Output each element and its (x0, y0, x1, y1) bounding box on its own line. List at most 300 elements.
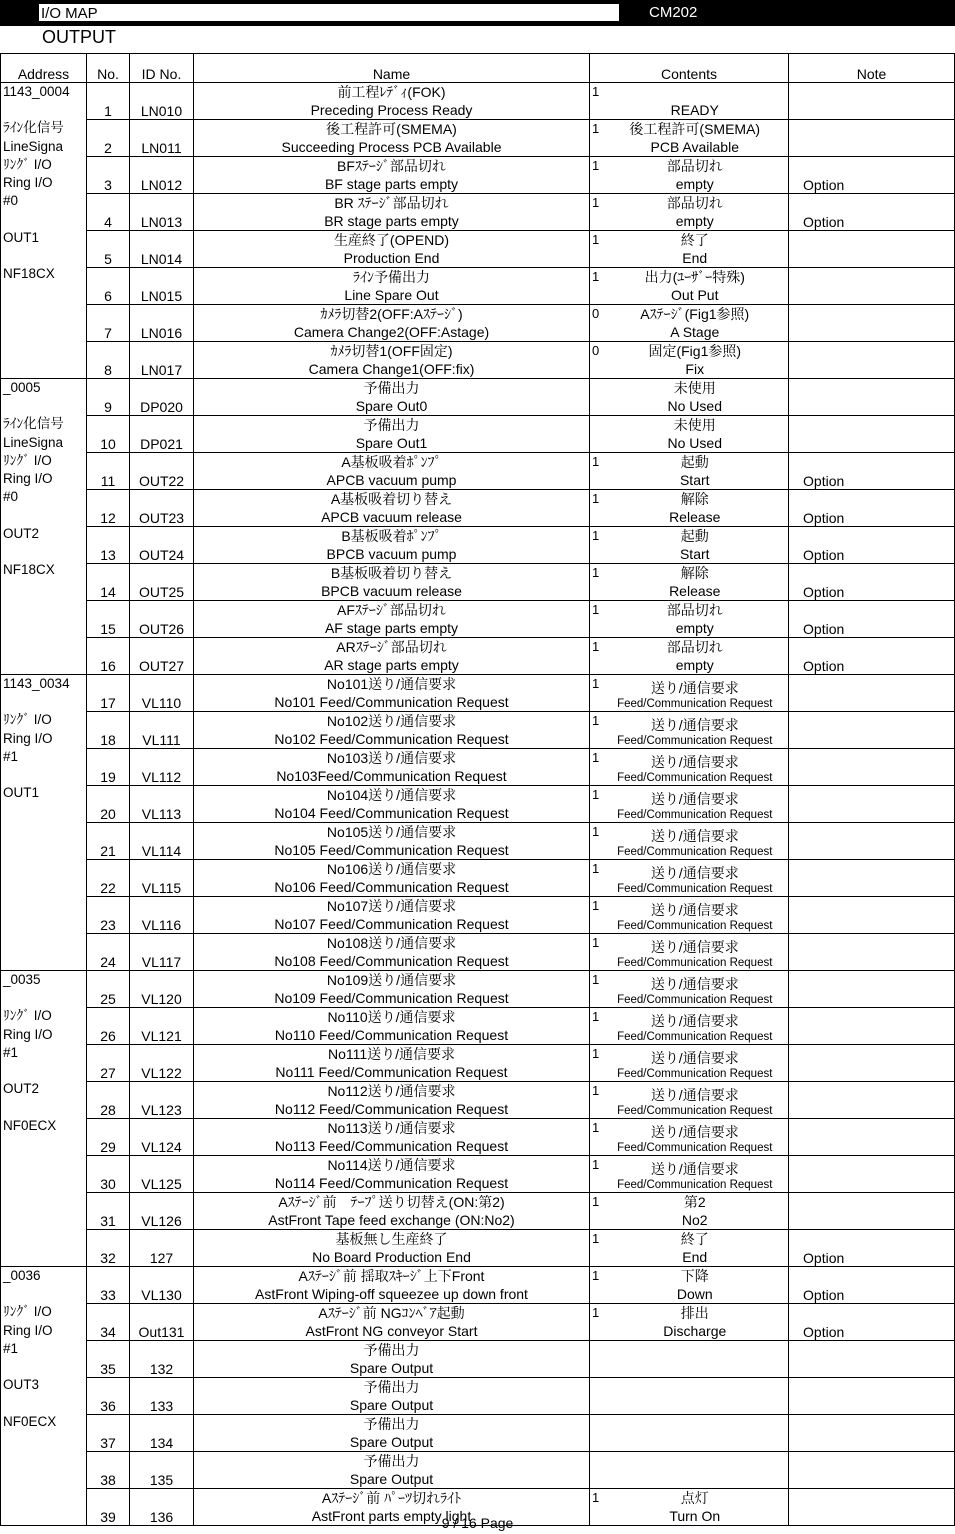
note-cell (789, 712, 955, 749)
no-cell: 10 (87, 416, 130, 453)
name-japanese: No108送り/通信要求 (326, 935, 457, 951)
model-code: CM202 (649, 4, 698, 21)
id-cell: VL112 (130, 749, 194, 786)
no-cell: 16 (87, 638, 130, 675)
id-cell: LN010 (130, 83, 194, 120)
no-cell: 8 (87, 342, 130, 379)
name-cell (194, 194, 590, 231)
contents-english: End (682, 1249, 708, 1265)
name-japanese: 予備出力 (363, 1453, 420, 1469)
name-english: Camera Change2(OFF:Astage) (293, 324, 490, 340)
contents-cell (602, 268, 789, 305)
bit-cell: 1 (590, 1193, 602, 1230)
table-row (1, 971, 955, 1008)
contents-english: Feed/Communication Request (617, 920, 773, 932)
bit-cell: 1 (590, 1008, 602, 1045)
name-japanese: B基板吸着ﾎﾟﾝﾌﾟ (341, 528, 442, 544)
address-line: 1143_0004 (3, 84, 70, 99)
name-english: BR stage parts empty (324, 213, 459, 229)
table-row (1, 1267, 955, 1304)
name-english: AstFront Tape feed exchange (ON:No2) (268, 1212, 515, 1228)
address-line: Ring I/O (3, 470, 53, 486)
note-cell (789, 749, 955, 786)
note-cell: Option (789, 638, 955, 675)
table-row (1, 1045, 955, 1082)
note-cell (789, 675, 955, 712)
contents-cell (602, 1230, 789, 1267)
no-cell: 17 (87, 675, 130, 712)
name-cell (194, 231, 590, 268)
note-cell (789, 786, 955, 823)
name-japanese: 予備出力 (363, 1342, 420, 1358)
name-english: No106 Feed/Communication Request (274, 879, 509, 895)
name-japanese: ｶﾒﾗ切替1(OFF固定) (330, 343, 453, 359)
address-line (3, 101, 86, 119)
address-line: Ring I/O (3, 1026, 53, 1042)
name-cell (194, 971, 590, 1008)
address-line: #1 (3, 1044, 19, 1060)
id-cell: 135 (130, 1452, 194, 1489)
name-japanese: 後工程許可(SMEMA) (326, 121, 457, 137)
table-row (1, 490, 955, 527)
no-cell: 21 (87, 823, 130, 860)
table-row (1, 1156, 955, 1193)
name-english: No109 Feed/Communication Request (274, 990, 509, 1006)
id-cell: LN015 (130, 268, 194, 305)
id-cell: VL123 (130, 1082, 194, 1119)
id-cell: VL122 (130, 1045, 194, 1082)
table-row (1, 268, 955, 305)
contents-japanese: 送り/通信要求 (650, 976, 739, 992)
header-note: Note (789, 54, 955, 83)
contents-english: Out Put (671, 287, 719, 303)
contents-japanese: 下降 (680, 1268, 709, 1284)
bit-cell: 1 (590, 564, 602, 601)
name-japanese: No102送り/通信要求 (326, 713, 457, 729)
bit-cell: 0 (590, 342, 602, 379)
name-cell (194, 1452, 590, 1489)
contents-english: Feed/Communication Request (617, 957, 773, 969)
contents-english: Feed/Communication Request (617, 994, 773, 1006)
no-cell: 3 (87, 157, 130, 194)
table-row (1, 342, 955, 379)
address-cell (1, 83, 87, 379)
name-english: Spare Out1 (355, 435, 428, 451)
name-english: AstFront parts empty light (311, 1508, 472, 1524)
table-row (1, 83, 955, 120)
contents-japanese: 起動 (680, 528, 709, 544)
name-cell (194, 638, 590, 675)
contents-japanese: 送り/通信要求 (650, 717, 739, 733)
contents-cell (602, 305, 789, 342)
name-japanese: No109送り/通信要求 (326, 972, 457, 988)
header-address: Address (1, 54, 87, 83)
bit-cell: 1 (590, 638, 602, 675)
name-english: No110 Feed/Communication Request (274, 1027, 509, 1043)
no-cell: 25 (87, 971, 130, 1008)
contents-cell (602, 1341, 789, 1378)
contents-english: Discharge (663, 1323, 727, 1339)
name-english: No107 Feed/Communication Request (274, 916, 509, 932)
contents-cell (602, 1267, 789, 1304)
contents-japanese: 送り/通信要求 (650, 791, 739, 807)
name-cell (194, 527, 590, 564)
name-japanese: ﾗｲﾝ予備出力 (353, 269, 430, 285)
bit-cell: 1 (590, 231, 602, 268)
no-cell: 36 (87, 1378, 130, 1415)
page-number: 9 / 16 Page (441, 1515, 514, 1531)
table-row (1, 675, 955, 712)
address-line (3, 766, 86, 784)
contents-japanese: 送り/通信要求 (650, 865, 739, 881)
contents-japanese: 送り/通信要求 (650, 828, 739, 844)
no-cell: 32 (87, 1230, 130, 1267)
name-cell (194, 157, 590, 194)
name-japanese: 予備出力 (363, 380, 420, 396)
no-cell: 38 (87, 1452, 130, 1489)
name-english: Succeeding Process PCB Available (281, 139, 502, 155)
id-cell: VL113 (130, 786, 194, 823)
address-line: ﾘﾝｸﾞ I/O (3, 1008, 52, 1024)
contents-cell (602, 194, 789, 231)
bit-cell: 1 (590, 83, 602, 120)
no-cell: 30 (87, 1156, 130, 1193)
table-row (1, 453, 955, 490)
id-cell: 132 (130, 1341, 194, 1378)
note-cell (789, 1193, 955, 1230)
table-row (1, 416, 955, 453)
name-cell (194, 1119, 590, 1156)
id-cell: LN012 (130, 157, 194, 194)
contents-cell (602, 527, 789, 564)
name-english: No111 Feed/Communication Request (275, 1064, 508, 1080)
header-id: ID No. (130, 54, 194, 83)
contents-japanese: 送り/通信要求 (650, 1050, 739, 1066)
name-english: Production End (343, 250, 440, 266)
bit-cell (590, 416, 602, 453)
contents-english: Release (669, 583, 721, 599)
no-cell: 34 (87, 1304, 130, 1341)
name-cell (194, 305, 590, 342)
bit-cell: 1 (590, 675, 602, 712)
contents-japanese: Aｽﾃｰｼﾞ(Fig1参照) (640, 306, 750, 322)
address-line: #0 (3, 489, 19, 505)
contents-english: Release (669, 509, 721, 525)
name-english: No Board Production End (312, 1249, 471, 1265)
address-line: ﾘﾝｸﾞ I/O (3, 1304, 52, 1320)
no-cell: 20 (87, 786, 130, 823)
contents-japanese: 部品切れ (666, 158, 723, 174)
no-cell: 5 (87, 231, 130, 268)
contents-cell (602, 453, 789, 490)
bit-cell: 1 (590, 601, 602, 638)
contents-cell (602, 860, 789, 897)
no-cell: 35 (87, 1341, 130, 1378)
id-cell: VL115 (130, 860, 194, 897)
name-english: No113 Feed/Communication Request (274, 1138, 509, 1154)
bit-cell: 1 (590, 934, 602, 971)
section-title: OUTPUT (42, 27, 116, 47)
name-japanese: No107送り/通信要求 (326, 898, 457, 914)
table-row (1, 1304, 955, 1341)
table-row (1, 1452, 955, 1489)
address-line: LineSigna (3, 434, 64, 450)
address-line: 1143_0034 (3, 676, 70, 691)
name-cell (194, 342, 590, 379)
note-cell (789, 342, 955, 379)
address-line: Ring I/O (3, 730, 53, 746)
name-cell (194, 453, 590, 490)
note-cell (789, 1008, 955, 1045)
contents-cell (602, 1452, 789, 1489)
address-line (3, 543, 86, 561)
name-japanese: 予備出力 (363, 1416, 420, 1432)
id-cell: LN017 (130, 342, 194, 379)
contents-cell (602, 157, 789, 194)
table-row (1, 527, 955, 564)
id-cell: LN014 (130, 231, 194, 268)
address-cell (1, 971, 87, 1267)
name-japanese: Aｽﾃｰｼﾞ前 ﾃｰﾌﾟ送り切替え(ON:第2) (278, 1194, 505, 1210)
contents-cell (602, 342, 789, 379)
name-cell (194, 1230, 590, 1267)
contents-cell (602, 416, 789, 453)
table-header-row (1, 54, 955, 83)
name-japanese: BFｽﾃｰｼﾞ部品切れ (337, 158, 446, 174)
address-line: OUT1 (3, 229, 40, 245)
name-japanese: Aｽﾃｰｼﾞ前 揺取ｽｷｰｼﾞ上下Front (298, 1268, 485, 1284)
id-cell: 136 (130, 1489, 194, 1526)
bit-cell: 1 (590, 1230, 602, 1267)
table-row (1, 1415, 955, 1452)
name-cell (194, 1267, 590, 1304)
bit-cell: 0 (590, 305, 602, 342)
contents-japanese: 送り/通信要求 (650, 939, 739, 955)
contents-japanese: 送り/通信要求 (650, 680, 739, 696)
contents-cell (602, 1193, 789, 1230)
bit-cell: 1 (590, 490, 602, 527)
table-row (1, 1341, 955, 1378)
header-no: No. (87, 54, 130, 83)
contents-japanese: 部品切れ (666, 602, 723, 618)
table-row (1, 1119, 955, 1156)
address-line (3, 506, 86, 524)
bit-cell: 1 (590, 1489, 602, 1526)
contents-japanese: 未使用 (673, 380, 716, 396)
table-row (1, 1082, 955, 1119)
contents-japanese: 終了 (680, 232, 709, 248)
contents-english: empty (675, 213, 714, 229)
contents-cell (602, 786, 789, 823)
document-header (0, 0, 955, 26)
name-japanese: No114送り/通信要求 (327, 1157, 456, 1173)
bit-cell (590, 1341, 602, 1378)
id-cell: VL125 (130, 1156, 194, 1193)
contents-english: Down (676, 1286, 713, 1302)
name-cell (194, 1304, 590, 1341)
table-row (1, 231, 955, 268)
name-cell (194, 120, 590, 157)
contents-japanese: 解除 (680, 491, 709, 507)
address-line: Ring I/O (3, 1322, 53, 1338)
contents-japanese: 解除 (680, 565, 709, 581)
note-cell: Option (789, 527, 955, 564)
id-cell: VL130 (130, 1267, 194, 1304)
bit-cell (590, 379, 602, 416)
contents-english: PCB Available (650, 139, 739, 155)
name-english: No105 Feed/Communication Request (274, 842, 509, 858)
contents-japanese: 送り/通信要求 (650, 1013, 739, 1029)
address-line: ﾘﾝｸﾞ I/O (3, 712, 52, 728)
bit-cell: 1 (590, 786, 602, 823)
name-cell (194, 1082, 590, 1119)
address-cell (1, 379, 87, 675)
name-cell (194, 860, 590, 897)
note-cell (789, 1452, 955, 1489)
no-cell: 2 (87, 120, 130, 157)
bit-cell: 1 (590, 1304, 602, 1341)
id-cell: OUT22 (130, 453, 194, 490)
header-name: Name (194, 54, 590, 83)
contents-cell (602, 638, 789, 675)
name-english: AF stage parts empty (324, 620, 459, 636)
note-cell (789, 860, 955, 897)
contents-japanese: 出力(ﾕｰｻﾞｰ特殊) (644, 269, 745, 285)
contents-japanese: 部品切れ (666, 639, 723, 655)
bit-cell (590, 1415, 602, 1452)
note-cell: Option (789, 564, 955, 601)
name-english: No108 Feed/Communication Request (274, 953, 509, 969)
contents-english: Feed/Communication Request (617, 1105, 773, 1117)
contents-cell (602, 490, 789, 527)
contents-japanese: 終了 (680, 1231, 709, 1247)
name-cell (194, 1341, 590, 1378)
table-row (1, 1193, 955, 1230)
address-line: _0035 (3, 972, 41, 987)
address-line (3, 693, 86, 711)
contents-cell (602, 231, 789, 268)
no-cell: 28 (87, 1082, 130, 1119)
address-line: #1 (3, 1340, 19, 1356)
name-japanese: 前工程ﾚﾃﾞｨ(FOK) (337, 84, 446, 100)
name-english: BPCB vacuum release (321, 583, 462, 599)
note-cell (789, 83, 955, 120)
id-cell: 127 (130, 1230, 194, 1267)
table-row (1, 786, 955, 823)
no-cell: 22 (87, 860, 130, 897)
bit-cell: 1 (590, 268, 602, 305)
address-line (3, 1358, 86, 1376)
id-cell: VL114 (130, 823, 194, 860)
table-row (1, 749, 955, 786)
note-cell (789, 1045, 955, 1082)
table-row (1, 1230, 955, 1267)
name-english: No103Feed/Communication Request (276, 768, 507, 784)
note-cell: Option (789, 194, 955, 231)
contents-japanese: 送り/通信要求 (650, 754, 739, 770)
address-line: OUT1 (3, 785, 40, 801)
contents-english: Feed/Communication Request (617, 1031, 773, 1043)
name-japanese: 基板無し生産終了 (335, 1231, 448, 1247)
name-english: Spare Output (349, 1471, 434, 1487)
name-japanese: A基板吸着ﾎﾟﾝﾌﾟ (341, 454, 442, 470)
id-cell: 134 (130, 1415, 194, 1452)
address-line (3, 397, 86, 415)
id-cell: OUT23 (130, 490, 194, 527)
no-cell: 26 (87, 1008, 130, 1045)
note-cell (789, 379, 955, 416)
address-cell (1, 675, 87, 971)
no-cell: 29 (87, 1119, 130, 1156)
name-japanese: ｶﾒﾗ切替2(OFF:Aｽﾃｰｼﾞ) (320, 306, 463, 322)
note-cell (789, 1378, 955, 1415)
no-cell: 11 (87, 453, 130, 490)
no-cell: 31 (87, 1193, 130, 1230)
address-line: OUT2 (3, 1081, 40, 1097)
contents-cell (602, 675, 789, 712)
name-cell (194, 416, 590, 453)
contents-cell (602, 1378, 789, 1415)
no-cell: 18 (87, 712, 130, 749)
no-cell: 13 (87, 527, 130, 564)
bit-cell (590, 1378, 602, 1415)
name-cell (194, 786, 590, 823)
address-line (3, 247, 86, 265)
note-cell (789, 305, 955, 342)
address-line: ﾘﾝｸﾞ I/O (3, 156, 52, 172)
name-cell (194, 1193, 590, 1230)
name-japanese: AFｽﾃｰｼﾞ部品切れ (337, 602, 446, 618)
address-line (3, 1394, 86, 1412)
name-japanese: A基板吸着切り替え (330, 491, 453, 507)
contents-japanese: 起動 (680, 454, 709, 470)
no-cell: 23 (87, 897, 130, 934)
id-cell: VL120 (130, 971, 194, 1008)
id-cell: VL110 (130, 675, 194, 712)
contents-cell (602, 823, 789, 860)
id-cell: DP020 (130, 379, 194, 416)
bit-cell: 1 (590, 1045, 602, 1082)
name-cell (194, 564, 590, 601)
id-cell: OUT25 (130, 564, 194, 601)
table-row (1, 564, 955, 601)
note-cell (789, 934, 955, 971)
name-cell (194, 749, 590, 786)
bit-cell: 1 (590, 1082, 602, 1119)
id-cell: VL111 (130, 712, 194, 749)
bit-cell: 1 (590, 1119, 602, 1156)
id-cell: Out131 (130, 1304, 194, 1341)
io-map-table (0, 53, 955, 1526)
table-row (1, 194, 955, 231)
id-cell: VL124 (130, 1119, 194, 1156)
bit-cell: 1 (590, 749, 602, 786)
contents-english: A Stage (670, 324, 720, 340)
contents-japanese: 送り/通信要求 (650, 1161, 739, 1177)
contents-english: Feed/Communication Request (617, 1179, 773, 1191)
bit-cell: 1 (590, 157, 602, 194)
no-cell: 4 (87, 194, 130, 231)
contents-english: Fix (685, 361, 705, 377)
address-line: NF18CX (3, 265, 55, 281)
table-row (1, 120, 955, 157)
contents-cell (602, 379, 789, 416)
address-line (3, 1098, 86, 1116)
name-english: APCB vacuum pump (326, 472, 457, 488)
contents-japanese: 未使用 (673, 417, 716, 433)
bit-cell: 1 (590, 897, 602, 934)
note-cell (789, 268, 955, 305)
